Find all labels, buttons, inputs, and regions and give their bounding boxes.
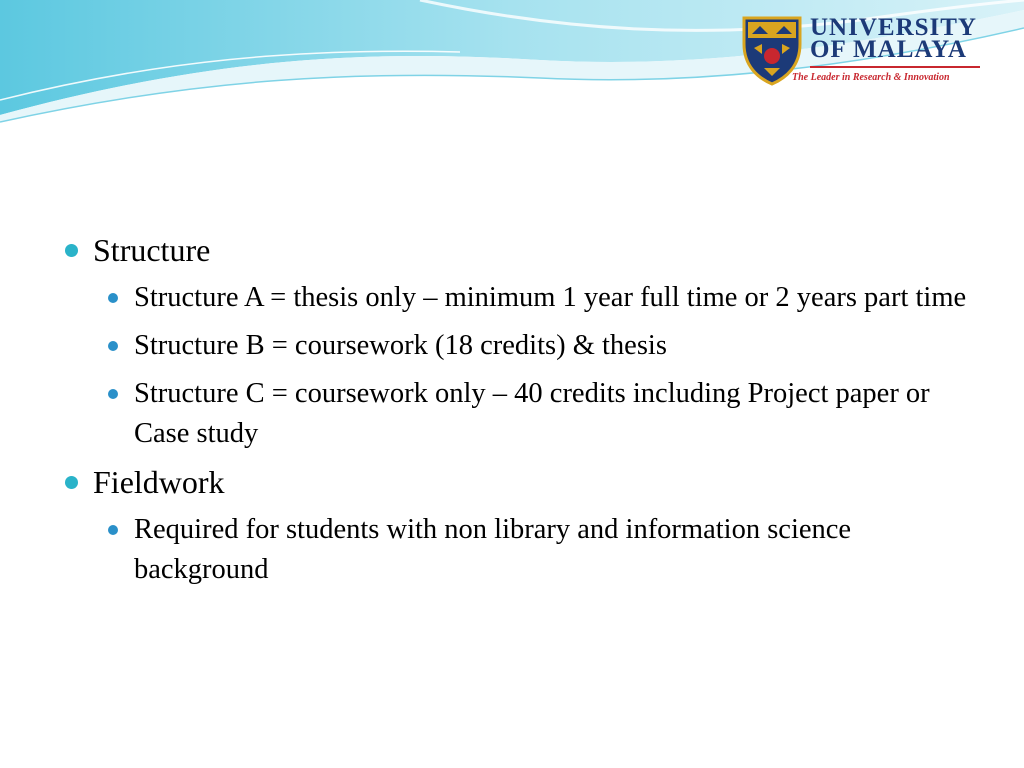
slide-body bbox=[60, 222, 980, 590]
logo-university-text: UNIVERSITY bbox=[810, 14, 977, 41]
sub-bullet-dot-icon bbox=[108, 525, 118, 535]
bullet-text: Fieldwork bbox=[93, 464, 225, 500]
bullet-text: Structure bbox=[93, 232, 211, 268]
bullet-structure bbox=[60, 230, 980, 270]
sub-bullet-structure-c bbox=[134, 374, 974, 454]
logo-divider bbox=[810, 66, 980, 68]
sub-bullet-dot-icon bbox=[108, 341, 118, 351]
logo-tagline: The Leader in Research & Innovation bbox=[792, 72, 950, 83]
sub-bullet-structure-a bbox=[134, 278, 974, 318]
sub-bullet-text: Structure B = coursework (18 credits) & thesis bbox=[134, 330, 667, 361]
sub-bullet-structure-b bbox=[134, 326, 974, 366]
logo-of-malaya-text: OF MALAYA bbox=[810, 36, 967, 63]
sub-bullet-dot-icon bbox=[108, 293, 118, 303]
bullet-dot-icon bbox=[65, 244, 78, 257]
bullet-dot-icon bbox=[65, 476, 78, 489]
sub-bullet-dot-icon bbox=[108, 389, 118, 399]
sub-bullet-text: Structure C = coursework only – 40 credits including Project paper or Case study bbox=[134, 378, 930, 449]
sub-bullet-fieldwork-requirement bbox=[134, 510, 974, 590]
university-logo bbox=[740, 14, 986, 90]
bullet-fieldwork bbox=[60, 462, 980, 502]
sub-bullet-text: Required for students with non library and information science background bbox=[134, 514, 852, 585]
sub-bullet-text: Structure A = thesis only – minimum 1 year full time or 2 years part time bbox=[134, 282, 967, 313]
